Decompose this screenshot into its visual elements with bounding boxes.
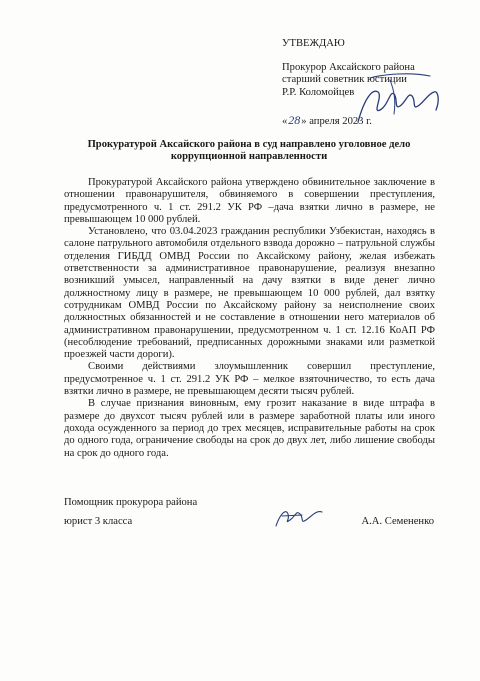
approver-position-line2: старший советник юстиции xyxy=(282,74,407,86)
paragraph-2: Установлено, что 03.04.2023 гражданин республики Узбекистан, находясь в салоне патрульного автомобиля отдельного взвода дорожно – патрульной службы отделения ГИБДД ОМВД России по Аксайскому району, желая избежать ответственности за административное правонарушение, реализуя внезапно возникший умысел, направленный на дачу взятки в виде денег лично должностному лицу в размере, не превышающем 10 000 рублей, дал взятку сотрудникам ОМВД России по Аксайскому району за неисполнение своих должностных обязанностей и не составление в отношении него материалов об административном правонарушении, предусмотренном ч. 1 ст. 12.16 КоАП РФ (несоблюдение требований, предписанных дорожными знаками или разметкой проезжей части дороги). xyxy=(64,226,435,361)
prosecutor-signature xyxy=(350,70,445,130)
approval-date-day: 28 xyxy=(288,112,301,127)
paragraph-4: В случае признания виновным, ему грозит наказание в виде штрафа в размере до двухсот тысяч рублей или в размере заработной платы или иного дохода осужденного за период до трех месяцев, исправительные работы на срок до одного года, ограничение свободы на срок до двух лет, либо лишение свободы на срок до одного года. xyxy=(64,398,435,459)
document-title xyxy=(60,139,438,163)
assistant-signature xyxy=(272,502,328,532)
approver-name: Р.Р. Коломойцев xyxy=(282,86,355,98)
signer-name: А.А. Семененко xyxy=(361,516,434,527)
paragraph-3: Своими действиями злоумышленник совершил преступление, предусмотренное ч. 1 ст. 291.2 УК РФ – мелкое взяточничество, то есть дача взятки лично в размере, не превышающем десяти тысяч рублей. xyxy=(64,361,435,398)
document-body xyxy=(64,177,435,460)
signer-position: Помощник прокурора района xyxy=(64,497,198,508)
signer-rank: юрист 3 класса xyxy=(64,516,133,527)
document-title-line1: Прокуратурой Аксайского района в суд направлено уголовное дело xyxy=(87,139,411,150)
approval-date-rest: » апреля 2023 г. xyxy=(301,115,372,127)
approver-position-line1: Прокурор Аксайского района xyxy=(282,62,415,74)
approval-heading: УТВЕЖДАЮ xyxy=(282,38,345,49)
paragraph-1: Прокуратурой Аксайского района утверждено обвинительное заключение в отношении правонарушителя, обвиняемого в совершении преступления, предусмотренного ч. 1 ст. 291.2 УК РФ –дача взятки лично в размере, не превышающем 10 000 рублей. xyxy=(64,177,435,225)
document-title-line2: коррупционной направленности xyxy=(170,151,328,163)
approval-date-open-quote: « xyxy=(282,115,288,127)
